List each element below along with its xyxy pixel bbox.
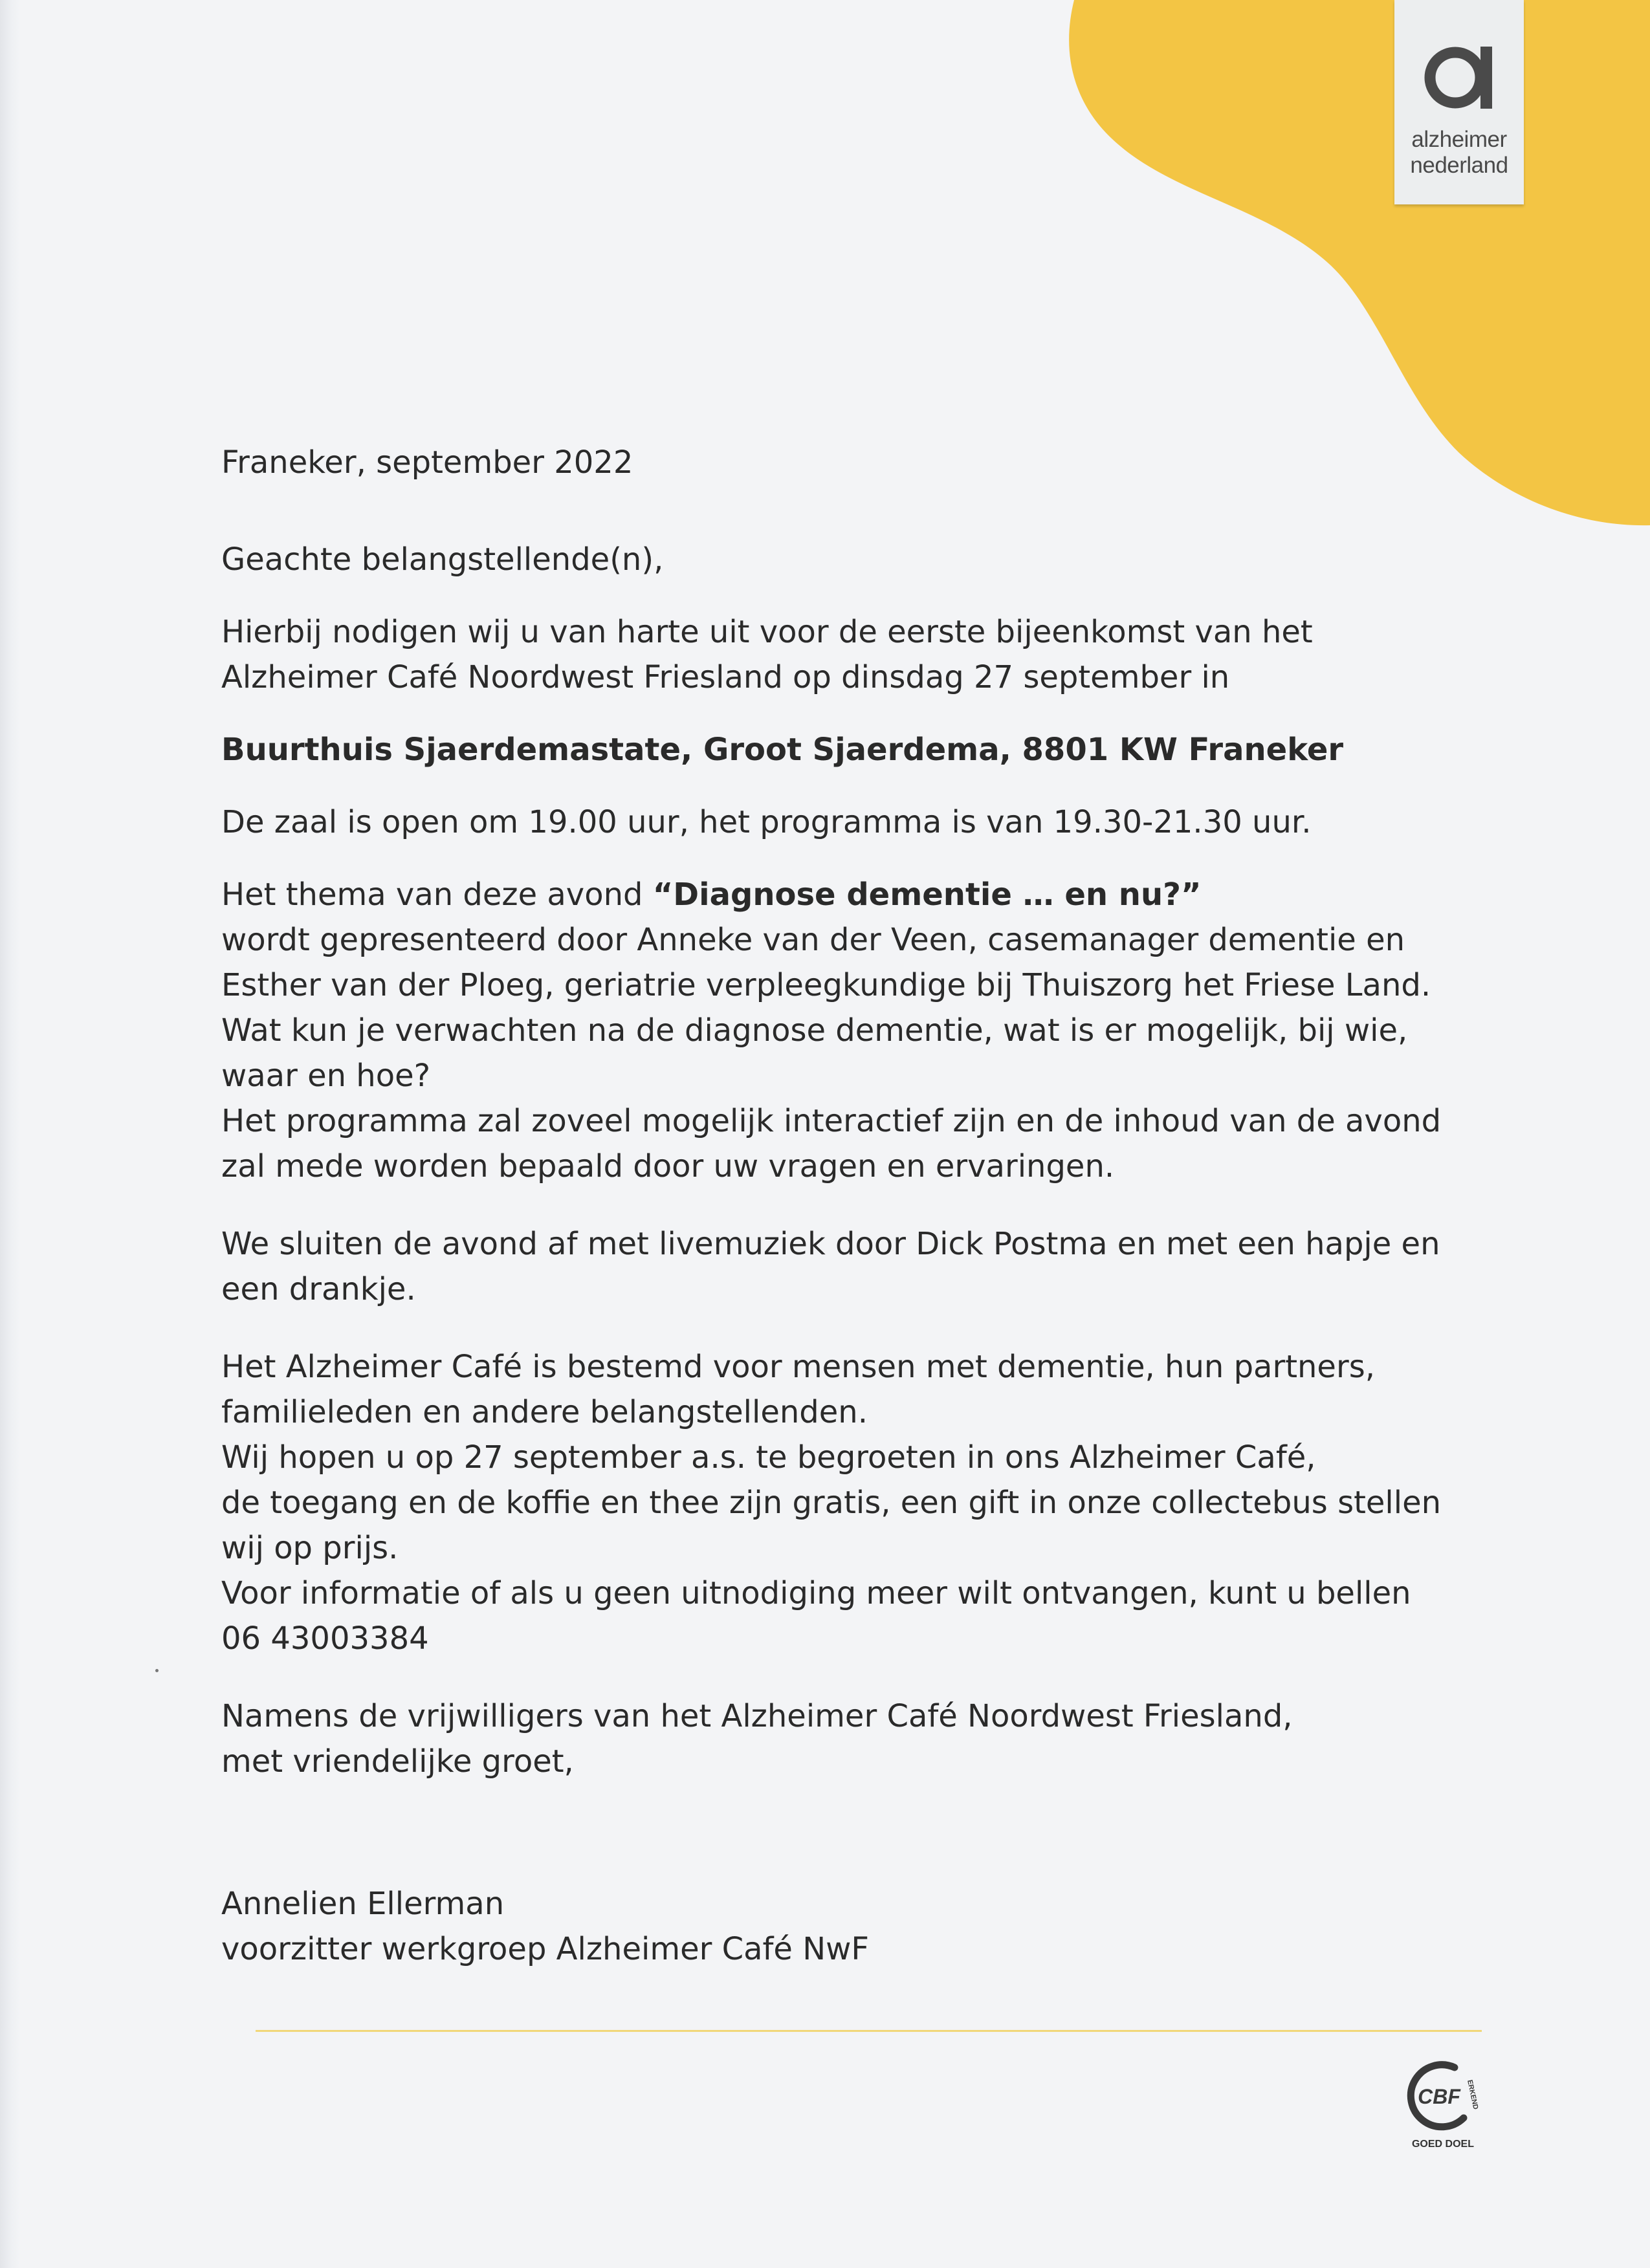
theme-line [221,872,1515,917]
letter-date: Franeker, september 2022 [221,444,633,481]
alzheimer-nederland-logo [1394,0,1524,204]
logo-line-1: alzheimer [1411,127,1507,152]
paragraph-line: Hierbij nodigen wij u van harte uit voor de eerste bijeenkomst van het [221,614,1313,650]
cbf-erkend-seal [1404,2058,1482,2136]
cbf-caption: GOED DOEL [1411,2139,1474,2150]
paragraph-line: Wij hopen u op 27 september a.s. te begroeten in ons Alzheimer Café, [221,1439,1316,1476]
signature-title: voorzitter werkgroep Alzheimer Café NwF [221,1931,869,1967]
paragraph-line: Esther van der Ploeg, geriatrie verpleegkundige bij Thuiszorg het Friese Land. [221,967,1431,1003]
time-line: De zaal is open om 19.00 uur, het programma is van 19.30-21.30 uur. [221,804,1312,840]
scan-speck [155,1669,159,1672]
paragraph-line: familieleden en andere belangstellenden. [221,1394,868,1430]
cbf-seal-side-label: ERKEND [1466,2079,1480,2111]
logo-wordmark [1394,127,1524,179]
paragraph-line: Alzheimer Café Noordwest Friesland op dinsdag 27 september in [221,659,1230,695]
paragraph-line: Het Alzheimer Café is bestemd voor mensen met dementie, hun partners, [221,1349,1375,1385]
theme-prefix: Het thema van deze avond [221,877,653,913]
paragraph-line: een drankje. [221,1271,416,1307]
signature-name: Annelien Ellerman [221,1886,505,1922]
paragraph-line: wij op prijs. [221,1530,399,1566]
paragraph-line: zal mede worden bepaald door uw vragen en ervaringen. [221,1148,1115,1184]
phone-number: 06 43003384 [221,1620,429,1657]
alzheimer-nederland-a-mark [1420,39,1498,116]
closing-line: met vriendelijke groet, [221,1743,574,1780]
paragraph-line: Het programma zal zoveel mogelijk interactief zijn en de inhoud van de avond [221,1103,1442,1139]
logo-line-2: nederland [1410,153,1508,178]
letter-body [221,440,1515,1972]
theme-title: “Diagnose dementie … en nu?” [652,877,1202,913]
paragraph-line: de toegang en de koffie en thee zijn gratis, een gift in onze collectebus stellen [221,1485,1442,1521]
paragraph-line: wordt gepresenteerd door Anneke van der Veen, casemanager dementie en [221,922,1405,958]
closing-line: Namens de vrijwilligers van het Alzheimer Café Noordwest Friesland, [221,1698,1293,1734]
footer-divider [256,2030,1482,2032]
paragraph-line: waar en hoe? [221,1058,431,1094]
paragraph-line: Voor informatie of als u geen uitnodiging meer wilt ontvangen, kunt u bellen [221,1575,1411,1611]
paragraph-line: Wat kun je verwachten na de diagnose dementie, wat is er mogelijk, bij wie, [221,1012,1408,1049]
cbf-seal-label: CBF [1418,2085,1460,2108]
paragraph-line: We sluiten de avond af met livemuziek door Dick Postma en met een hapje en [221,1226,1440,1262]
salutation: Geachte belangstellende(n), [221,541,664,578]
location-line: Buurthuis Sjaerdemastate, Groot Sjaerdema, 8801 KW Franeker [221,732,1344,768]
